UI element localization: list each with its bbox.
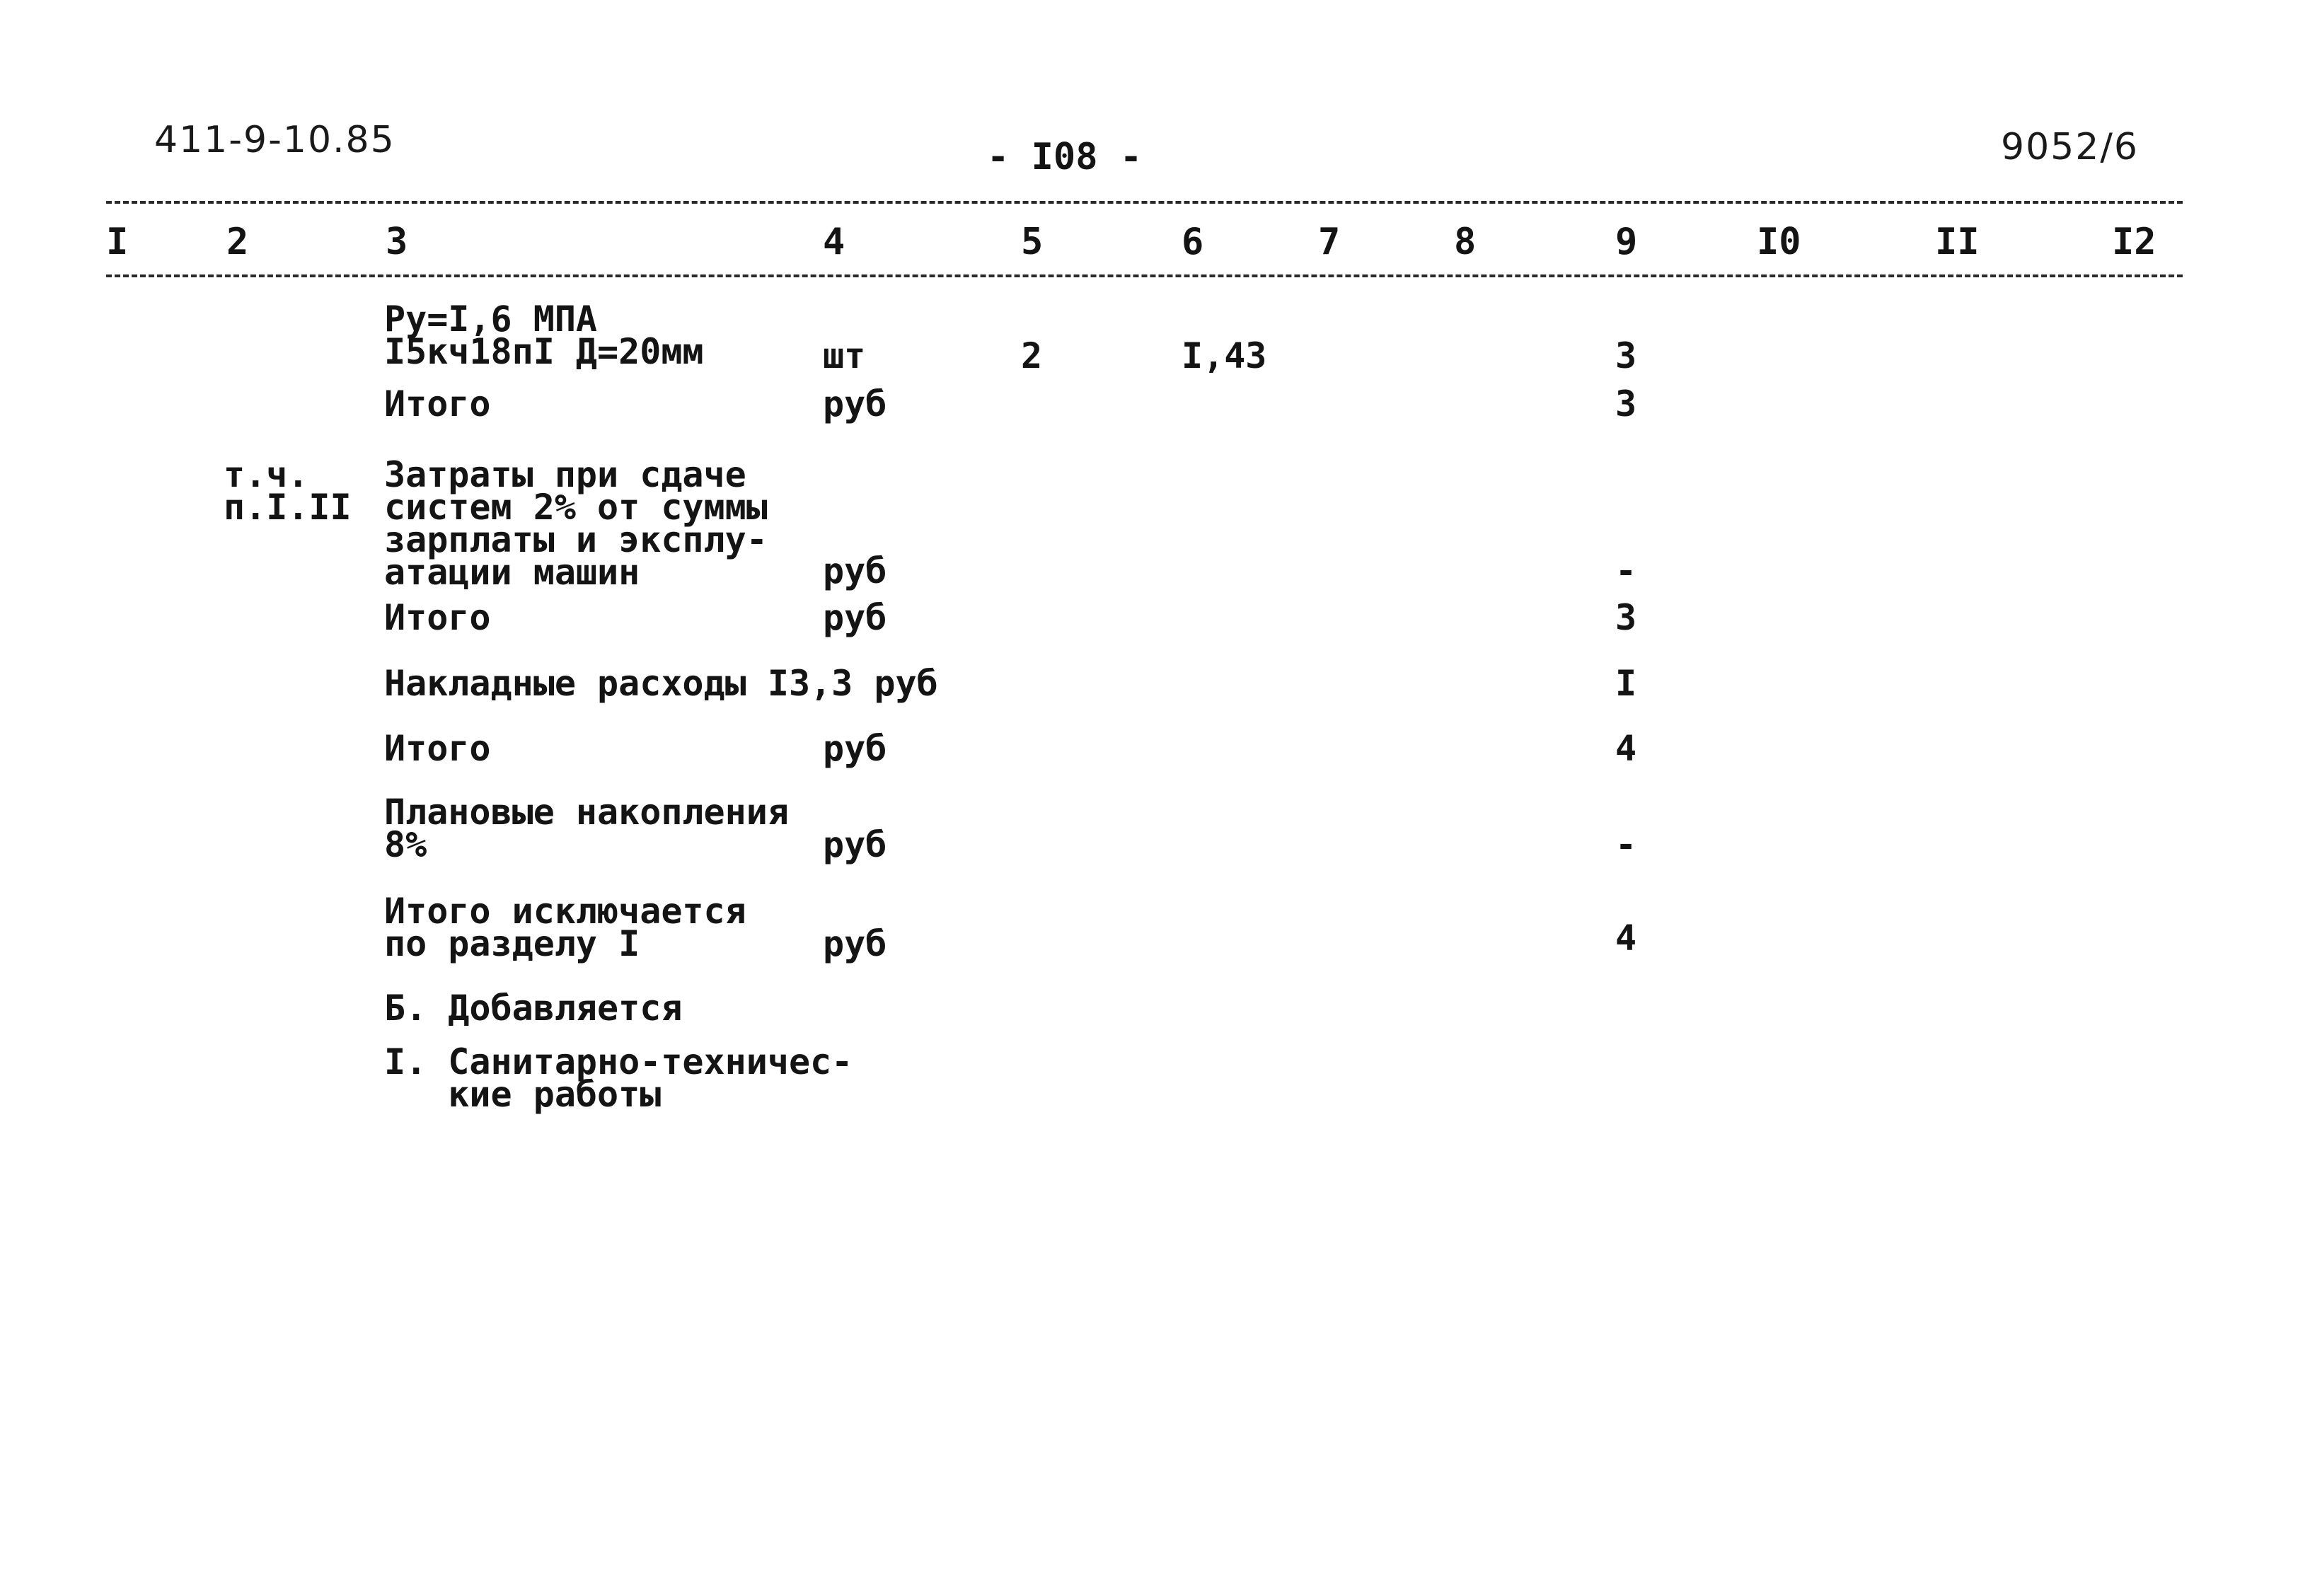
row-total: - [1615, 550, 1637, 591]
row-description: Плановые накопления 8% [384, 792, 789, 865]
row-total: 4 [1615, 918, 1637, 959]
column-header: 5 [1021, 221, 1044, 263]
row-unit: руб [823, 728, 887, 769]
row-description: Итого исключается по разделу I [384, 891, 746, 964]
column-header: 6 [1182, 221, 1204, 263]
column-header: 2 [226, 221, 249, 263]
table-top-rule [106, 201, 2183, 204]
column-header: I [106, 221, 129, 263]
row-quantity: 2 [1021, 335, 1043, 376]
column-header: 7 [1318, 221, 1341, 263]
page-number: - I08 - [987, 136, 1143, 178]
row-description: Итого [384, 597, 491, 638]
column-header: I2 [2112, 221, 2156, 263]
column-header: 9 [1615, 221, 1638, 263]
subsection-heading: I. Санитарно-техничес- кие работы [384, 1041, 853, 1115]
section-heading: Б. Добавляется [384, 988, 683, 1029]
column-header: I0 [1757, 221, 1801, 263]
row-unit: руб [823, 550, 887, 591]
row-description: Ру=I,6 МПА I5кч18пI Д=20мм [384, 299, 704, 372]
row-unit: шт [823, 335, 866, 376]
row-total: I [1615, 663, 1637, 704]
column-header: 3 [386, 221, 408, 263]
inventory-number: 9052/6 [2001, 126, 2139, 168]
column-header: II [1935, 221, 1980, 263]
row-total: 3 [1615, 383, 1637, 424]
row-description: Итого [384, 383, 491, 424]
row-total: 3 [1615, 335, 1637, 376]
row-total: 4 [1615, 728, 1637, 769]
column-header: 8 [1454, 221, 1477, 263]
row-unit: руб [823, 923, 887, 964]
row-unit: руб [823, 824, 887, 865]
row-description: Накладные расходы I3,3 руб [384, 663, 938, 704]
row-unit: руб [823, 597, 887, 638]
row-total: 3 [1615, 597, 1637, 638]
row-description: Итого [384, 728, 491, 769]
header-bottom-rule [106, 274, 2183, 277]
document-code: 411-9-10.85 [154, 119, 395, 161]
column-header: 4 [823, 221, 845, 263]
row-reference: т.ч. п.I.II [224, 454, 352, 528]
row-description: Затраты при сдаче систем 2% от суммы зарплаты и эксплу- атации машин [384, 454, 768, 593]
row-unit: руб [823, 383, 887, 424]
row-total: - [1615, 824, 1637, 865]
row-price: I,43 [1182, 335, 1267, 376]
